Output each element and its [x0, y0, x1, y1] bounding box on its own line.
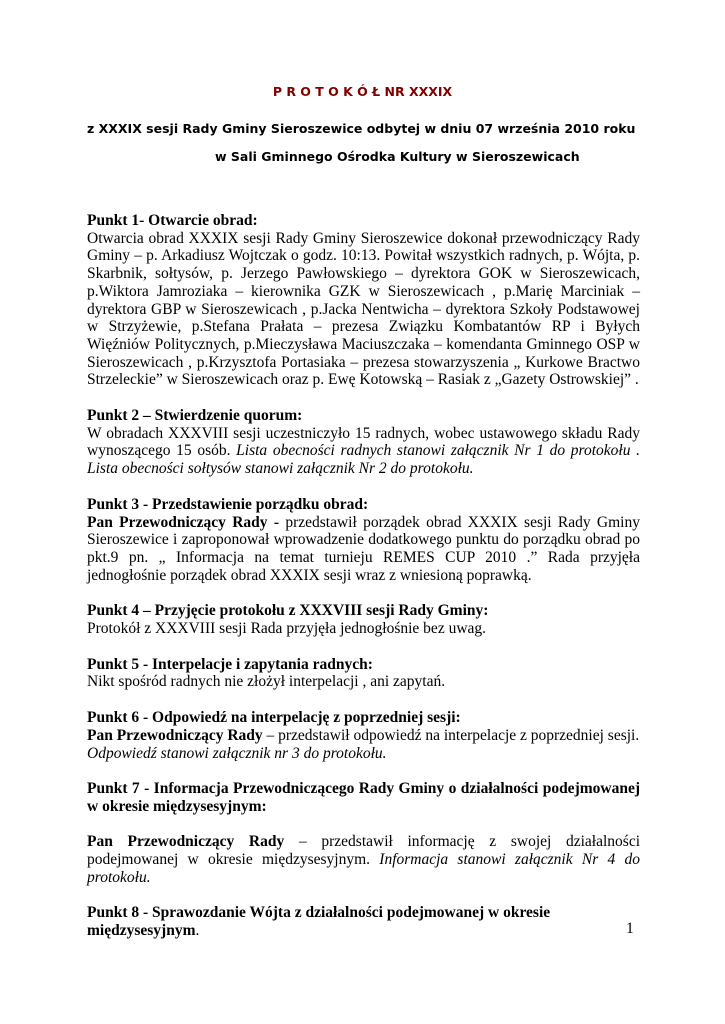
section-heading: Punkt 6 - Odpowiedź na interpelację z poprzedniej sesji:	[87, 709, 461, 727]
section-4	[87, 602, 640, 637]
heading-period: .	[195, 922, 200, 940]
section-heading: Punkt 2 – Stwierdzenie quorum:	[87, 407, 303, 425]
section-heading: Punkt 4 – Przyjęcie protokołu z XXXVIII sesji Rady Gminy:	[87, 602, 489, 620]
section-text: Nikt spośród radnych nie złożył interpelacji , ani zapytań.	[87, 673, 446, 691]
section-3	[87, 496, 640, 585]
section-heading: Punkt 3 - Przedstawienie porządku obrad:	[87, 495, 369, 513]
speaker-label: Pan Przewodniczący Rady	[87, 833, 285, 851]
page-number: 1	[626, 920, 634, 937]
section-heading: Punkt 1- Otwarcie obrad:	[87, 212, 258, 229]
section-8	[87, 904, 640, 939]
section-paragraph	[87, 425, 640, 478]
section-paragraph	[87, 514, 640, 585]
session-subtitle: z XXXIX sesji Rady Gminy Sieroszewice odbytej w dniu 07 września 2010 roku	[87, 121, 636, 136]
venue-subtitle: w Sali Gminnego Ośrodka Kultury w Sieroszewicach	[215, 149, 580, 164]
section-text: W obradach XXXVIII sesji uczestniczyło 15 radnych, wobec ustawowego składu Rady wynoszącego 15 osób.	[87, 424, 640, 460]
section-text: – przedstawił informację z swojej działalności podejmowanej w okresie międzysesyjnym.	[87, 833, 641, 869]
section-heading: Punkt 5 - Interpelacje i zapytania radnych:	[87, 655, 373, 673]
section-paragraph	[87, 833, 640, 886]
section-6	[87, 709, 640, 762]
section-paragraph	[87, 727, 640, 762]
attachment-note: Lista obecności radnych stanowi załącznik Nr 1 do protokołu . Lista obecności sołtysów stanowi załącznik Nr 2 do protokołu.	[87, 442, 641, 478]
section-heading-line	[87, 904, 640, 939]
attachment-note: Odpowiedź stanowi załącznik nr 3 do protokołu.	[87, 744, 387, 762]
attachment-note: Informacja stanowi załącznik Nr 4 do protokołu.	[87, 851, 641, 886]
section-text: – przedstawił odpowiedź na interpelacje z poprzedniej sesji.	[266, 726, 640, 744]
document-body	[87, 212, 640, 958]
section-text: Otwarcia obrad XXXIX sesji Rady Gminy Sieroszewice dokonał przewodniczący Rady Gminy – p. Arkadiusz Wojtczak o godz. 10:13. Powitał wszystkich radnych, p. Wójta, p. Skarbnik, sołtysów, p. Jerzego Pawłowskiego – dyrektora GOK w Sieroszewicach, p.Wiktora Jamroziaka – kierownika GZK w Sieroszewicach , p.Marię Marciniak – dyrektora GBP w Sieroszewicach , p.Jacka Nentwicha – dyrektora Szkoły Podstawowej w Strzyżewie, p.Stefana Prałata – prezesa Związku Kombatantów RP i Byłych Więźniów Politycznych, p.Mieczysława Maciuszczaka – komendanta Gminnego OSP w Sieroszewicach , p.Krzysztofa Portasiaka – prezesa stowarzyszenia „ Kurkowe Bractwo Strzeleckie” w Sieroszewicach oraz p. Ewę Kotowską – Rasiak z „Gazety Ostrowskiej” .	[87, 229, 640, 389]
section-7	[87, 780, 640, 886]
section-text: Protokół z XXXVIII sesji Rada przyjęła jednogłośnie bez uwag.	[87, 620, 487, 638]
section-heading: Punkt 7 - Informacja Przewodniczącego Rady Gminy o działalności podejmowanej w okresie międzysesyjnym:	[87, 780, 640, 815]
section-1	[87, 212, 640, 389]
speaker-label: Pan Przewodniczący Rady -	[87, 513, 279, 531]
section-heading: Punkt 8 - Sprawozdanie Wójta z działalności podejmowanej w okresie międzysesyjnym	[87, 904, 551, 940]
section-5	[87, 656, 640, 691]
section-text: przedstawił porządek obrad XXXIX sesji Rady Gminy Sieroszewice i zaproponował wprowadzenie dodatkowego punktu do porządku obrad po pkt.9 pn. „ Informacja na temat turnieju REMES CUP 2010 .” Rada przyjęła jednogłośnie porządek obrad XXXIX sesji wraz z wniesioną poprawką.	[87, 513, 640, 584]
speaker-label: Pan Przewodniczący Rady	[87, 726, 263, 744]
protocol-title: P R O T O K Ó Ł NR XXXIX	[272, 84, 453, 99]
section-2	[87, 407, 640, 478]
